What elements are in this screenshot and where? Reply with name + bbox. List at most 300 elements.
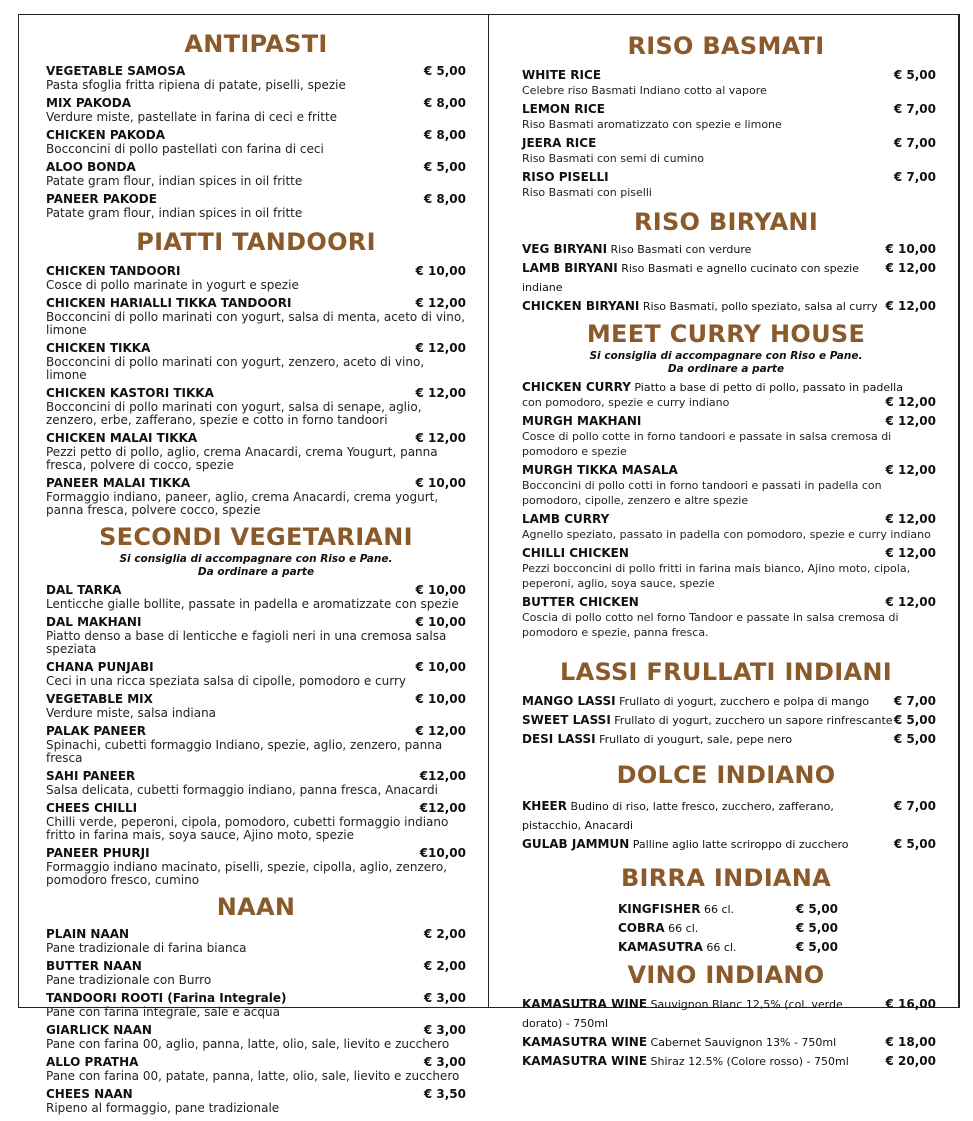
item-price: € 5,00 xyxy=(893,68,936,82)
menu-item-heading xyxy=(46,472,190,491)
section-title: ANTIPASTI xyxy=(184,30,328,58)
menu-item xyxy=(46,337,466,382)
menu-item-row xyxy=(46,188,466,207)
item-name: MANGO LASSI xyxy=(522,694,616,708)
item-name: PANEER MALAI TIKKA xyxy=(46,476,191,490)
menu-item xyxy=(46,427,466,472)
item-price: € 8,00 xyxy=(423,96,466,110)
item-description: Pasta sfoglia fritta ripiena di patate, piselli, spezie xyxy=(46,78,346,92)
item-description: Patate gram flour, indian spices in oil fritte xyxy=(46,206,303,220)
menu-item-heading xyxy=(46,1083,133,1102)
item-description: Bocconcini di pollo marinati con yogurt, zenzero, aceto di vino, limone xyxy=(46,355,425,382)
item-inline-description: 66 cl. xyxy=(664,922,699,935)
menu-item-row xyxy=(46,923,466,942)
item-price: € 3,50 xyxy=(423,1087,466,1101)
item-description: con pomodoro, spezie e curry indiano xyxy=(522,396,730,409)
menu-item-heading xyxy=(46,688,153,707)
menu-item-heading xyxy=(46,124,165,143)
menu-item-heading xyxy=(46,765,135,784)
menu-item-row xyxy=(46,656,466,675)
item-name: LAMB CURRY xyxy=(522,512,610,526)
menu-item xyxy=(46,923,466,955)
menu-item-heading xyxy=(46,656,154,675)
menu-item xyxy=(516,917,936,936)
menu-item-heading xyxy=(522,166,609,185)
menu-item-row xyxy=(522,591,936,610)
item-price: € 7,00 xyxy=(893,799,936,813)
section-riso-basmati xyxy=(516,32,936,200)
item-description: Riso Basmati con semi di cumino xyxy=(522,152,705,165)
section-meet-curry-house xyxy=(516,320,936,640)
menu-item-heading xyxy=(522,1031,836,1050)
menu-item xyxy=(516,132,936,166)
menu-item-row xyxy=(46,260,466,279)
menu-item-row xyxy=(522,132,936,151)
menu-item xyxy=(516,376,936,410)
section-title: DOLCE INDIANO xyxy=(616,761,836,789)
item-price: € 3,00 xyxy=(423,1023,466,1037)
menu-item-row xyxy=(46,337,466,356)
menu-item xyxy=(46,1051,466,1083)
item-name: CHEES NAAN xyxy=(46,1087,133,1101)
item-description: Salsa delicata, cubetti formaggio indiano, panna fresca, Anacardi xyxy=(46,783,438,797)
item-price: € 10,00 xyxy=(415,660,466,674)
menu-item-row xyxy=(522,295,936,314)
item-price: € 5,00 xyxy=(423,160,466,174)
item-name: ALLO PRATHA xyxy=(46,1055,139,1069)
item-name: CHICKEN TIKKA xyxy=(46,341,151,355)
menu-item xyxy=(516,936,936,955)
item-extra: (Farina Integrale) xyxy=(163,991,287,1005)
item-price: € 5,00 xyxy=(795,921,838,935)
item-price: € 8,00 xyxy=(423,128,466,142)
menu-item-row xyxy=(522,257,936,295)
item-price: € 12,00 xyxy=(415,341,466,355)
menu-item-row xyxy=(46,382,466,401)
section-note: Da ordinare a parte xyxy=(197,566,315,578)
menu-item xyxy=(516,508,936,542)
menu-item xyxy=(516,795,936,833)
menu-item-heading xyxy=(46,292,291,311)
item-name: VEGETABLE SAMOSA xyxy=(46,64,186,78)
item-description: Cosce di pollo cotte in forno tandoori e passate in salsa cremosa di pomodoro e spezie xyxy=(522,430,892,458)
item-name: SAHI PANEER xyxy=(46,769,136,783)
menu-item xyxy=(516,459,936,508)
item-description: Pezzi petto di pollo, aglio, crema Anacardi, crema Yougurt, panna fresca, polvere di cocco, spezie xyxy=(46,445,438,472)
item-description: Agnello speziato, passato in padella con pomodoro, spezie e curry indiano xyxy=(522,528,931,541)
item-price: € 12,00 xyxy=(415,431,466,445)
menu-item-heading xyxy=(522,238,751,257)
menu-item xyxy=(516,257,936,295)
menu-item xyxy=(46,188,466,220)
menu-item xyxy=(516,1031,936,1050)
section-note: Da ordinare a parte xyxy=(667,363,785,375)
item-price: € 7,00 xyxy=(893,170,936,184)
item-name: DAL MAKHANI xyxy=(46,615,142,629)
section-dolce-indiano xyxy=(516,761,936,852)
section-note: Si consiglia di accompagnare con Riso e Pane. xyxy=(589,350,863,362)
section-lassi-frullati-indiani xyxy=(516,658,936,747)
item-name: PALAK PANEER xyxy=(46,724,147,738)
menu-item xyxy=(516,98,936,132)
menu-item-heading xyxy=(522,709,893,728)
menu-item-heading xyxy=(522,132,596,151)
item-description: Bocconcini di pollo marinati con yogurt, salsa di menta, aceto di vino, limone xyxy=(46,310,466,337)
item-description: Bocconcini di pollo pastellati con farina di ceci xyxy=(46,142,324,156)
menu-item-row xyxy=(46,1051,466,1070)
item-price: € 7,00 xyxy=(893,136,936,150)
item-description: Pane tradizionale con Burro xyxy=(46,973,212,987)
section-riso-biryani xyxy=(516,208,936,314)
menu-item-row xyxy=(522,98,936,117)
menu-item xyxy=(46,688,466,720)
menu-item xyxy=(46,124,466,156)
menu-item xyxy=(516,993,936,1031)
menu-item xyxy=(46,987,466,1019)
menu-item-heading xyxy=(522,1050,849,1069)
item-description: Coscia di pollo cotto nel forno Tandoor e passate in salsa cremosa di pomodoro e spezie, panna fresca. xyxy=(522,611,899,639)
item-name: DESI LASSI xyxy=(522,732,596,746)
item-name: KINGFISHER xyxy=(618,902,701,916)
menu-item-heading xyxy=(522,508,609,527)
section-piatti-tandoori xyxy=(46,228,466,517)
menu-item xyxy=(46,156,466,188)
menu-item-heading xyxy=(618,898,734,917)
item-price: €12,00 xyxy=(419,769,466,783)
menu-item-row xyxy=(522,1031,936,1050)
menu-item-heading xyxy=(46,720,146,739)
menu-item xyxy=(46,765,466,797)
menu-item-heading xyxy=(522,690,869,709)
menu-item-row xyxy=(46,472,466,491)
right-column xyxy=(516,32,936,1075)
item-price: € 7,00 xyxy=(893,102,936,116)
item-price: € 7,00 xyxy=(893,694,936,708)
menu-item-row xyxy=(46,292,466,311)
item-price: € 2,00 xyxy=(423,927,466,941)
menu-item-heading xyxy=(46,382,214,401)
item-price: € 20,00 xyxy=(885,1054,936,1068)
menu-item-heading xyxy=(46,611,141,630)
menu-item-row xyxy=(46,92,466,111)
menu-item xyxy=(46,656,466,688)
section-naan xyxy=(46,893,466,1115)
item-name: KAMASUTRA xyxy=(618,940,703,954)
menu-item-heading xyxy=(618,917,698,936)
menu-item-row xyxy=(522,709,936,728)
item-name: MURGH TIKKA MASALA xyxy=(522,463,678,477)
menu-item-heading xyxy=(522,728,792,747)
menu-item-row xyxy=(522,64,936,83)
item-name: VEGETABLE MIX xyxy=(46,692,153,706)
item-price: € 2,00 xyxy=(423,959,466,973)
menu-item-row xyxy=(618,898,838,917)
item-price: € 5,00 xyxy=(423,64,466,78)
item-description: Verdure miste, pastellate in farina di ceci e fritte xyxy=(46,110,338,124)
menu-item xyxy=(516,1050,936,1069)
menu-item-heading xyxy=(522,98,605,117)
item-description: Verdure miste, salsa indiana xyxy=(46,706,217,720)
menu-item-heading xyxy=(46,1019,152,1038)
menu-item xyxy=(46,955,466,987)
item-inline-description: 66 cl. xyxy=(700,903,735,916)
item-price: € 16,00 xyxy=(885,997,936,1011)
menu-item-heading xyxy=(46,923,129,942)
menu-item-heading xyxy=(46,579,121,598)
item-price: € 3,00 xyxy=(423,1055,466,1069)
menu-item xyxy=(516,166,936,200)
section-title: SECONDI VEGETARIANI xyxy=(99,523,413,551)
item-price: € 10,00 xyxy=(415,692,466,706)
menu-item xyxy=(516,64,936,98)
menu-item-row xyxy=(522,690,936,709)
menu-item-row xyxy=(522,410,936,429)
item-name: KHEER xyxy=(522,799,567,813)
menu-item-heading xyxy=(522,257,886,295)
menu-item-heading xyxy=(522,993,886,1031)
item-price: € 10,00 xyxy=(885,242,936,256)
item-name: CHICKEN MALAI TIKKA xyxy=(46,431,198,445)
menu-item xyxy=(46,720,466,765)
menu-item xyxy=(516,898,936,917)
item-inline-description: Riso Basmati, pollo speziato, salsa al curry xyxy=(639,300,878,313)
item-name: GULAB JAMMUN xyxy=(522,837,630,851)
menu-item-row xyxy=(46,60,466,79)
page-edge xyxy=(958,14,960,1008)
item-description: Patate gram flour, indian spices in oil fritte xyxy=(46,174,303,188)
menu-item-heading xyxy=(522,795,894,833)
item-description: Bocconcini di pollo marinati con yogurt, salsa di senape, aglio, zenzero, erbe, zafferano, spezie e cotto in forno tandoori xyxy=(46,400,422,427)
item-price: € 5,00 xyxy=(795,902,838,916)
menu-item-heading xyxy=(46,987,286,1006)
item-name: PANEER PAKODE xyxy=(46,192,157,206)
item-description: Pane con farina integrale, sale e acqua xyxy=(46,1005,280,1019)
menu-item-row xyxy=(46,1019,466,1038)
section-title: BIRRA INDIANA xyxy=(620,864,832,892)
item-name: CHICKEN PAKODA xyxy=(46,128,166,142)
menu-item-row xyxy=(46,987,466,1006)
menu-item xyxy=(46,1083,466,1115)
column-divider xyxy=(488,14,489,1008)
item-price: € 12,00 xyxy=(885,546,936,560)
item-price: €12,00 xyxy=(419,801,466,815)
item-description: Piatto denso a base di lenticche e fagioli neri in una cremosa salsa speziata xyxy=(46,629,447,656)
menu-item-row xyxy=(46,797,466,816)
menu-item xyxy=(516,709,936,728)
item-price: € 5,00 xyxy=(893,732,936,746)
item-description: Ceci in una ricca speziata salsa di cipolle, pomodoro e curry xyxy=(46,674,407,688)
item-inline-description: Piatto a base di petto di pollo, passato in padella xyxy=(630,381,903,394)
item-price: € 12,00 xyxy=(885,463,936,477)
menu-item-row xyxy=(522,376,936,395)
item-inline-description: Riso Basmati e agnello cucinato con spezie indiane xyxy=(522,262,859,294)
item-price: € 12,00 xyxy=(885,299,936,313)
menu-item-heading xyxy=(46,92,131,111)
menu-item-row xyxy=(522,508,936,527)
item-price: €10,00 xyxy=(419,846,466,860)
menu-item-row xyxy=(46,579,466,598)
item-inline-description: 66 cl. xyxy=(702,941,737,954)
menu-item-row xyxy=(46,611,466,630)
menu-item xyxy=(46,472,466,517)
item-description: Formaggio indiano, paneer, aglio, crema Anacardi, crema yogurt, panna fresca, polvere cocco, spezie xyxy=(46,490,439,517)
item-price: € 10,00 xyxy=(415,583,466,597)
menu-item-heading xyxy=(522,542,629,561)
menu-item-row xyxy=(46,955,466,974)
item-name: CHICKEN HARIALLI TIKKA TANDOORI xyxy=(46,296,292,310)
menu-item-row xyxy=(522,795,936,833)
menu-item-row xyxy=(618,936,838,955)
menu-item-heading xyxy=(522,591,639,610)
menu-item-row xyxy=(522,993,936,1031)
item-name: PANEER PHURJI xyxy=(46,846,150,860)
menu-item xyxy=(46,92,466,124)
menu-item-row xyxy=(522,833,936,852)
item-description: Lenticche gialle bollite, passate in padella e aromatizzate con spezie xyxy=(46,597,459,611)
menu-item-heading xyxy=(46,842,150,861)
item-price: € 12,00 xyxy=(885,261,936,275)
menu-item-heading xyxy=(522,64,601,83)
item-description: Cosce di pollo marinate in yogurt e spezie xyxy=(46,278,299,292)
item-price: € 12,00 xyxy=(415,296,466,310)
menu-item-heading xyxy=(618,936,737,955)
item-name: CHANA PUNJABI xyxy=(46,660,154,674)
section-title: PIATTI TANDOORI xyxy=(136,228,376,256)
section-birra-indiana xyxy=(516,864,936,955)
menu-item-row xyxy=(46,1083,466,1102)
item-description: Spinachi, cubetti formaggio Indiano, spezie, aglio, zenzero, panna fresca xyxy=(46,738,443,765)
item-description: Pane con farina 00, patate, panna, latte, olio, sale, lievito e zucchero xyxy=(46,1069,460,1083)
item-name: VEG BIRYANI xyxy=(522,242,608,256)
item-name: KAMASUTRA WINE xyxy=(522,1035,648,1049)
item-inline-description: Frullato di yogurt, zucchero e polpa di mango xyxy=(615,695,870,708)
menu-item xyxy=(516,690,936,709)
menu-item-heading xyxy=(46,156,136,175)
menu-item-row xyxy=(522,542,936,561)
item-name: KAMASUTRA WINE xyxy=(522,997,648,1011)
menu-item-heading xyxy=(46,260,181,279)
item-name: TANDOORI ROOTI xyxy=(46,991,164,1005)
item-price: € 18,00 xyxy=(885,1035,936,1049)
item-inline-description: Palline aglio latte scriroppo di zucchero xyxy=(629,838,849,851)
item-description: Pane tradizionale di farina bianca xyxy=(46,941,247,955)
item-price: € 12,00 xyxy=(885,395,936,409)
section-title: NAAN xyxy=(216,893,296,921)
item-price: € 12,00 xyxy=(885,414,936,428)
menu-item-heading xyxy=(522,376,903,395)
item-name: CHICKEN BIRYANI xyxy=(522,299,640,313)
menu-item xyxy=(46,611,466,656)
menu-item-row xyxy=(46,156,466,175)
section-note: Si consiglia di accompagnare con Riso e Pane. xyxy=(119,553,393,565)
item-inline-description: Riso Basmati con verdure xyxy=(607,243,752,256)
menu-item-row xyxy=(46,427,466,446)
section-title: LASSI FRULLATI INDIANI xyxy=(559,658,893,686)
menu-item-heading xyxy=(46,797,137,816)
menu-item xyxy=(516,238,936,257)
item-name: GIARLICK NAAN xyxy=(46,1023,152,1037)
menu-item-row xyxy=(522,728,936,747)
item-price: € 5,00 xyxy=(795,940,838,954)
item-price: € 12,00 xyxy=(415,386,466,400)
item-inline-description: Budino di riso, latte fresco, zucchero, zafferano, pistacchio, Anacardi xyxy=(522,800,834,832)
item-name: COBRA xyxy=(618,921,665,935)
item-name: RISO PISELLI xyxy=(522,170,609,184)
item-name: SWEET LASSI xyxy=(522,713,611,727)
menu-item-heading xyxy=(522,410,641,429)
menu-item-heading xyxy=(46,60,185,79)
menu-item-row xyxy=(46,842,466,861)
menu-item-heading xyxy=(46,337,150,356)
menu-item-row xyxy=(522,166,936,185)
item-name: CHICKEN KASTORI TIKKA xyxy=(46,386,214,400)
menu-item xyxy=(46,797,466,842)
menu-item-heading xyxy=(46,1051,138,1070)
menu-item-heading xyxy=(46,955,142,974)
item-inline-description: Sauvignon Blanc 12,5% (col. verde dorato) - 750ml xyxy=(522,998,843,1030)
item-name: BUTTER CHICKEN xyxy=(522,595,639,609)
menu-item-heading xyxy=(522,459,678,478)
section-secondi-vegetariani xyxy=(46,523,466,887)
item-description: Chilli verde, peperoni, cipola, pomodoro, cubetti formaggio indiano fritto in farina mais, soya sauce, Ajino moto, spezie xyxy=(46,815,449,842)
menu-item-row xyxy=(522,459,936,478)
menu-item xyxy=(46,292,466,337)
menu-item-desc-row xyxy=(522,395,936,410)
item-price: € 5,00 xyxy=(893,837,936,851)
menu-item xyxy=(516,410,936,459)
section-vino-indiano xyxy=(516,961,936,1069)
menu-item xyxy=(516,591,936,640)
section-antipasti xyxy=(46,30,466,220)
item-description: Pezzi bocconcini di pollo fritti in farina mais bianco, Ajino moto, cipola, peperoni, aglio, soya sauce, spezie xyxy=(522,562,911,590)
item-description: Riso Basmati con piselli xyxy=(522,186,652,199)
item-price: € 8,00 xyxy=(423,192,466,206)
item-name: JEERA RICE xyxy=(522,136,597,150)
menu-item xyxy=(516,833,936,852)
item-description: Formaggio indiano macinato, piselli, spezie, cipolla, aglio, zenzero, pomodoro fresco, cumino xyxy=(46,860,447,887)
menu-item xyxy=(46,260,466,292)
menu-item-row xyxy=(522,1050,936,1069)
menu-item-row xyxy=(46,124,466,143)
item-inline-description: Cabernet Sauvignon 13% - 750ml xyxy=(647,1036,837,1049)
item-price: € 12,00 xyxy=(415,724,466,738)
item-name: LAMB BIRYANI xyxy=(522,261,618,275)
item-description: Bocconcini di pollo cotti in forno tandoori e passati in padella con pomodoro, cipolle, zenzero e altre spezie xyxy=(522,479,882,507)
item-name: ALOO BONDA xyxy=(46,160,136,174)
item-name: MURGH MAKHANI xyxy=(522,414,642,428)
item-name: DAL TARKA xyxy=(46,583,122,597)
section-title: MEET CURRY HOUSE xyxy=(586,320,866,348)
section-title: VINO INDIANO xyxy=(627,961,825,989)
item-description: Riso Basmati aromatizzato con spezie e limone xyxy=(522,118,782,131)
item-price: € 12,00 xyxy=(885,595,936,609)
menu-item xyxy=(46,60,466,92)
menu-item-heading xyxy=(46,188,157,207)
item-price: € 12,00 xyxy=(885,512,936,526)
item-name: CHICKEN TANDOORI xyxy=(46,264,181,278)
left-column xyxy=(46,30,466,1121)
menu-item-row xyxy=(618,917,838,936)
item-inline-description: Shiraz 12.5% (Colore rosso) - 750ml xyxy=(647,1055,849,1068)
menu-item xyxy=(516,728,936,747)
menu-item-row xyxy=(46,720,466,739)
item-name: CHILLI CHICKEN xyxy=(522,546,629,560)
section-title: RISO BASMATI xyxy=(627,32,825,60)
item-price: € 5,00 xyxy=(893,713,936,727)
menu-item-heading xyxy=(46,427,197,446)
section-title: RISO BIRYANI xyxy=(633,208,819,236)
item-description: Pane con farina 00, aglio, panna, latte, olio, sale, lievito e zucchero xyxy=(46,1037,450,1051)
